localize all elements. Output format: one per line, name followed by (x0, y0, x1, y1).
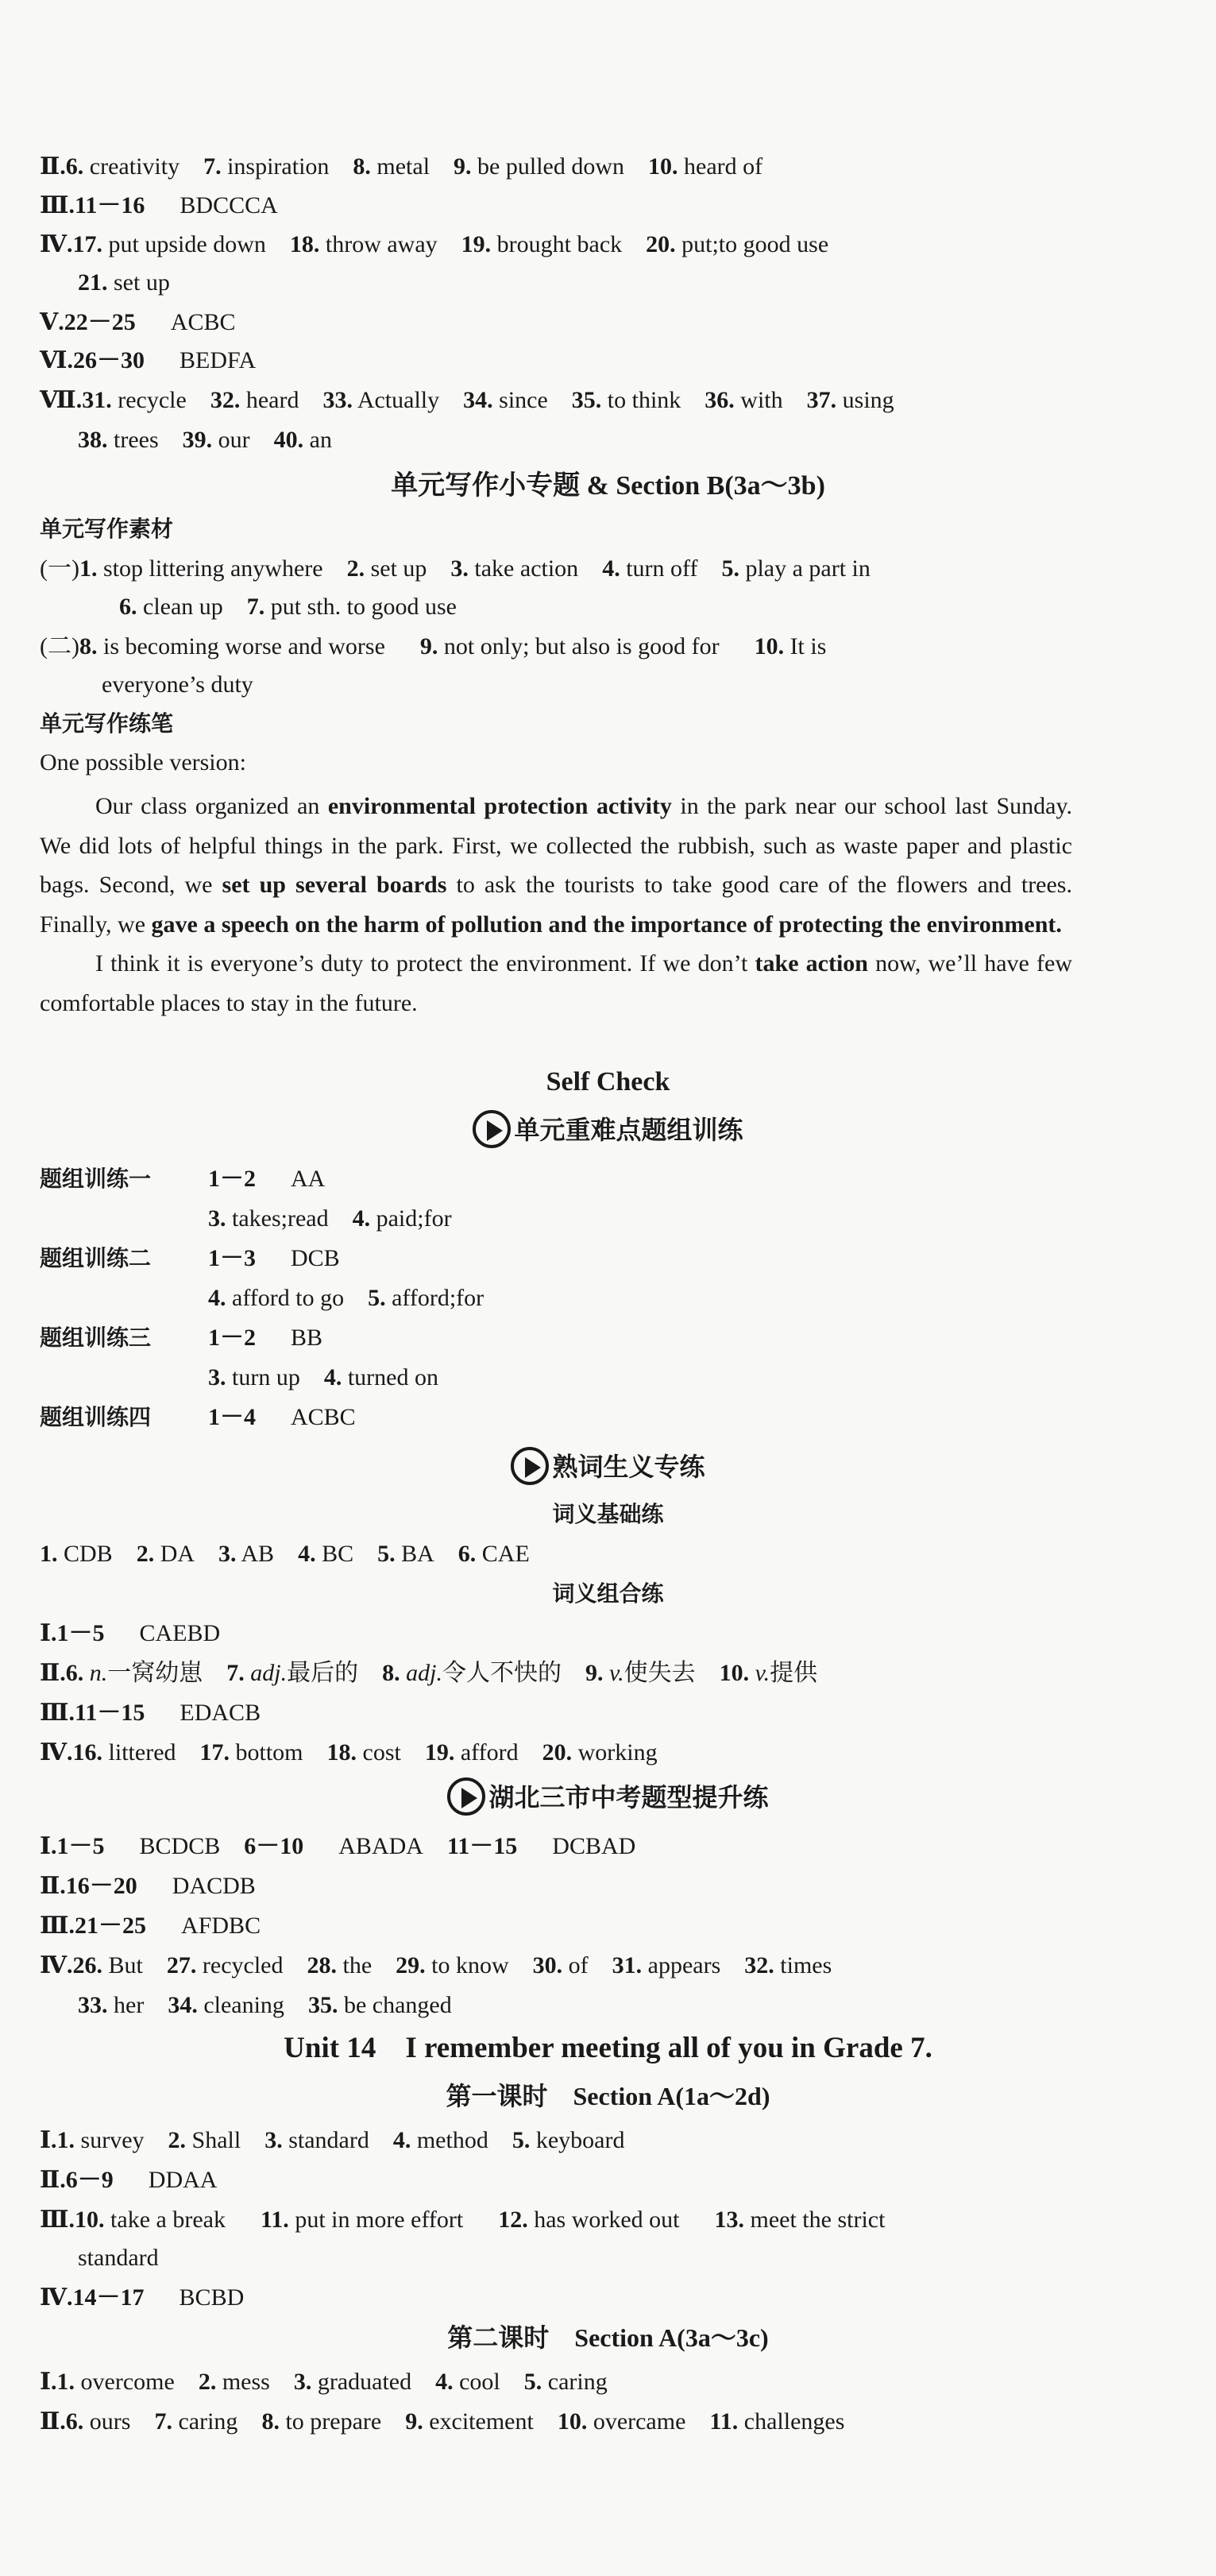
answer-row: Ⅰ.1. survey 2. Shall 3. standard 4. method 5. keyboard (40, 2127, 625, 2153)
arrow-right-icon (447, 1777, 485, 1816)
section-title: 单元写作小专题 & Section B(3a～3b) (391, 471, 825, 501)
answer-row: 21. set up (78, 269, 170, 296)
answer-row: 1. CDB 2. DA 3. AB 4. BC 5. BA 6. CAE (40, 1541, 530, 1567)
section-title: Self Check (546, 1067, 670, 1097)
answer-row: Ⅵ.26－30 BEDFA (40, 347, 257, 373)
answer-row: Ⅳ.14－17 BCBD (40, 2284, 245, 2311)
essay-paragraph: I think it is everyone’s duty to protect the environment. If we don’t take action now, we’ll have few comfortable places to stay in the future. (40, 950, 1072, 1016)
group-label: 题组训练四 (40, 1404, 152, 1430)
answer-row: 4. afford to go 5. afford;for (208, 1285, 484, 1311)
subheading: 词义组合练 (552, 1580, 664, 1607)
answer-row: Ⅳ.26. But 27. recycled 28. the 29. to know 30. of 31. appears 32. times (40, 1952, 832, 1978)
answer-row: Ⅶ.31. recycle 32. heard 33. Actually 34. since 35. to think 36. with 37. using (40, 387, 894, 413)
unit-title: Unit 14 I remember meeting all of you in Grade 7. (284, 2032, 932, 2064)
answer-row: Ⅱ.6. ours 7. caring 8. to prepare 9. excitement 10. overcame 11. challenges (40, 2408, 845, 2435)
answer-row: Ⅲ.11－15 EDACB (40, 1700, 261, 1726)
subsection-title: 熟词生义专练 (0, 1449, 1216, 1487)
subsection-label: 单元写作练笔 (40, 710, 174, 737)
answer-row: Ⅱ.16－20 DACDB (40, 1873, 256, 1899)
group-label: 题组训练二 (40, 1245, 152, 1271)
answer-row: Ⅴ.22－25 ACBC (40, 309, 236, 335)
sample-essay (40, 787, 1072, 1023)
answer-row: everyone’s duty (102, 671, 253, 698)
subsection-label: 单元写作素材 (40, 516, 174, 542)
group-label: 题组训练三 (40, 1325, 152, 1351)
answer-row: 1－2 BB (208, 1325, 323, 1351)
answer-row: Ⅱ.6－9 DDAA (40, 2167, 218, 2193)
arrow-right-icon (473, 1110, 511, 1148)
answer-row: Ⅲ.10. take a break 11. put in more effort 12. has worked out 13. meet the strict (40, 2207, 886, 2233)
subheading: 词义基础练 (552, 1501, 664, 1527)
answer-row: Ⅱ.6. n.一窝幼崽 7. adj.最后的 8. adj.令人不快的 9. v.使失去 10. v.提供 (40, 1660, 818, 1686)
answer-row: 3. turn up 4. turned on (208, 1364, 438, 1390)
answer-row: Ⅳ.16. littered 17. bottom 18. cost 19. afford 20. working (40, 1739, 658, 1766)
subsection-title: 湖北三市中考题型提升练 (0, 1780, 1216, 1818)
answer-row: 38. trees 39. our 40. an (78, 427, 332, 453)
answer-row: Ⅲ.21－25 AFDBC (40, 1913, 261, 1939)
subsection-title: 单元重难点题组训练 (0, 1112, 1216, 1151)
answer-row: Ⅱ.6. creativity 7. inspiration 8. metal 9. be pulled down 10. heard of (40, 153, 763, 180)
answer-row: 1－2 AA (208, 1166, 326, 1192)
essay-paragraph: Our class organized an environmental protection activity in the park near our school last Sunday. We did lots of helpful things in the park. First, we collected the rubbish, such as waste paper and plastic bags. Second, we set up several boards to ask the tourists to take good care of the flowers and trees. Finally, we gave a speech on the harm of pollution and the importance of protecting the environment. (40, 793, 1072, 938)
answer-row: Ⅲ.11－16 BDCCCA (40, 192, 278, 219)
answer-row: Ⅰ.1－5 BCDCB 6－10 ABADA 11－15 DCBAD (40, 1833, 636, 1859)
answer-row: (二)8. is becoming worse and worse 9. not only; but also is good for 10. It is (40, 633, 827, 659)
version-label: One possible version: (40, 749, 246, 776)
answer-row: Ⅰ.1－5 CAEBD (40, 1620, 221, 1646)
lesson-title: 第一课时 Section A(1a～2d) (446, 2082, 770, 2110)
answer-row: (一)1. stop littering anywhere 2. set up 3. take action 4. turn off 5. play a part in (40, 555, 871, 582)
answer-row: 33. her 34. cleaning 35. be changed (78, 1992, 452, 2018)
lesson-title: 第二课时 Section A(3a～3c) (447, 2323, 769, 2352)
answer-row: 1－4 ACBC (208, 1404, 356, 1430)
answer-row: 3. takes;read 4. paid;for (208, 1205, 452, 1232)
answer-row: 6. clean up 7. put sth. to good use (119, 594, 457, 620)
arrow-right-icon (511, 1447, 549, 1485)
answer-row: Ⅰ.1. overcome 2. mess 3. graduated 4. cool 5. caring (40, 2369, 608, 2395)
answer-row: Ⅳ.17. put upside down 18. throw away 19. brought back 20. put;to good use (40, 231, 829, 257)
group-label: 题组训练一 (40, 1166, 152, 1192)
answer-row: standard (78, 2245, 159, 2271)
answer-row: 1－3 DCB (208, 1245, 340, 1271)
